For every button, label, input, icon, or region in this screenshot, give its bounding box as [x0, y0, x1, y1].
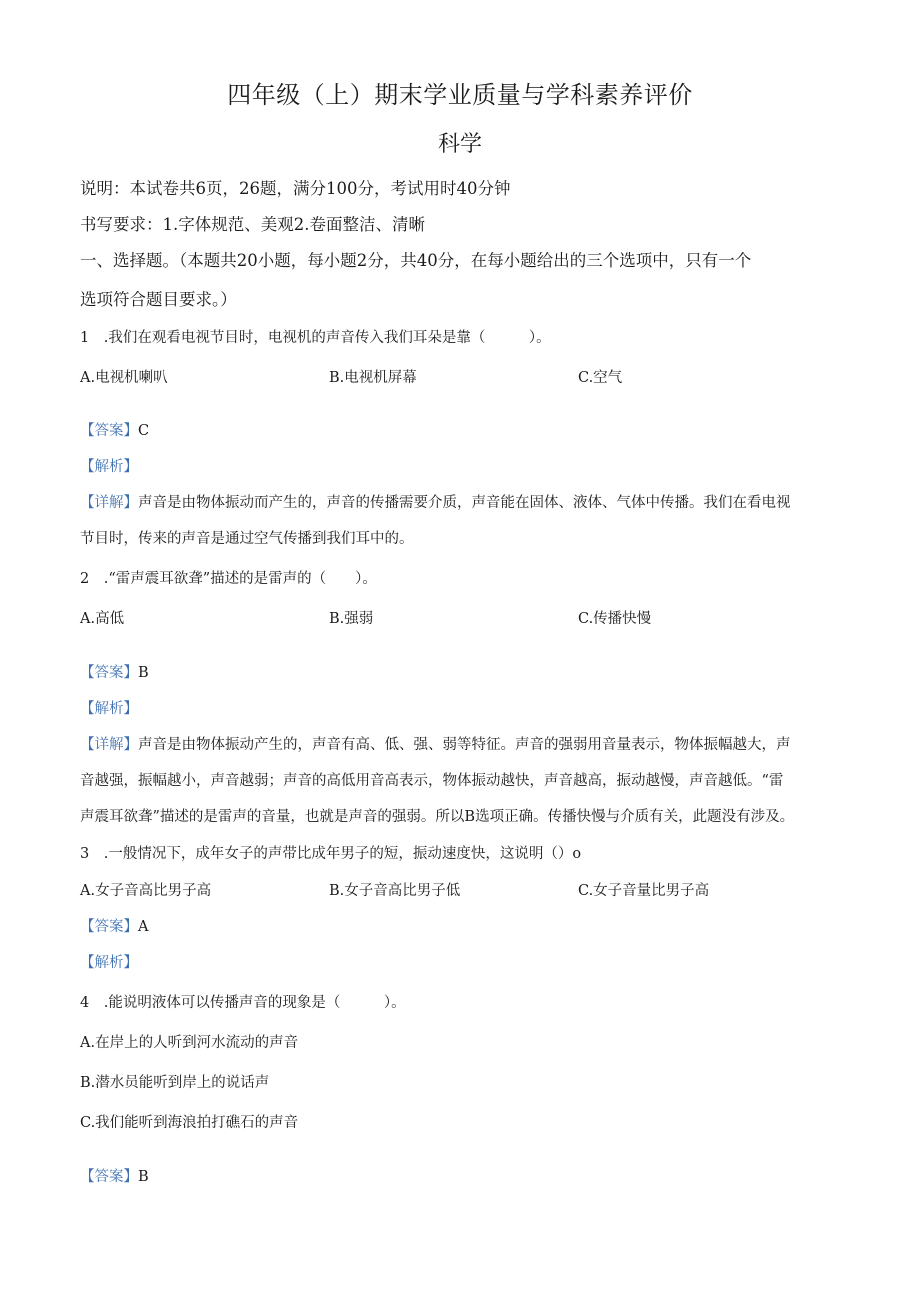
question-1-option-a: A.电视机喇叭: [80, 370, 168, 386]
exam-note: 说明：本试卷共6页，26题，满分100分，考试用时40分钟: [80, 179, 511, 198]
question-2-stem: 2 .“雷声震耳欲聋”描述的是雷声的（ ）。: [80, 571, 377, 587]
question-4-option-c: C.我们能听到海浪拍打礁石的声音: [80, 1115, 299, 1131]
answer-label: 【答案】: [80, 919, 138, 935]
question-3-option-a: A.女子音高比男子高: [80, 883, 212, 899]
question-4-option-a: A.在岸上的人听到河水流动的声音: [80, 1035, 299, 1051]
question-1-detail: [80, 491, 791, 512]
question-2-option-b: B.强弱: [329, 611, 374, 627]
question-4-stem: 4 .能说明液体可以传播声音的现象是（ ）。: [80, 995, 406, 1011]
question-4-answer: [80, 1165, 149, 1186]
answer-value: C: [138, 423, 150, 439]
detail-text: 声音是由物体振动产生的，声音有高、低、强、弱等特征。声音的强弱用音量表示，物体振幅越大，声: [138, 737, 791, 753]
question-1-answer: [80, 419, 149, 440]
answer-value: B: [138, 665, 149, 681]
page-title: 四年级（上）期末学业质量与学科素养评价: [227, 81, 693, 109]
detail-text: 声音是由物体振动而产生的，声音的传播需要介质，声音能在固体、液体、气体中传播。我们在看电视: [138, 495, 791, 511]
question-3-answer: [80, 915, 148, 936]
question-4-option-b: B.潜水员能听到岸上的说话声: [80, 1075, 270, 1091]
question-2-detail-cont: 音越强，振幅越小，声音越弱；声音的高低用音高表示，物体振动越快，声音越高，振动越慢，声音越低。“雷: [80, 773, 784, 789]
answer-label: 【答案】: [80, 1169, 138, 1185]
question-2-detail: [80, 733, 791, 754]
question-2-option-a: A.高低: [80, 611, 125, 627]
answer-label: 【答案】: [80, 423, 138, 439]
answer-value: A: [138, 919, 149, 935]
subject-title: 科学: [437, 132, 482, 157]
question-3-stem: 3 .一般情况下，成年女子的声带比成年男子的短，振动速度快，这说明（）o: [80, 846, 582, 862]
question-1-option-c: C.空气: [578, 370, 623, 386]
question-2-analysis-label: 【解析】: [80, 701, 138, 717]
question-1-analysis-label: 【解析】: [80, 459, 138, 475]
detail-label: 【详解】: [80, 495, 138, 511]
question-2-option-c: C.传播快慢: [578, 611, 652, 627]
question-1-option-b: B.电视机屏幕: [329, 370, 417, 386]
question-1-stem: 1 .我们在观看电视节目时，电视机的声音传入我们耳朵是靠（ ）。: [80, 330, 551, 346]
writing-requirements: 书写要求：1.字体规范、美观2.卷面整洁、清晰: [80, 215, 425, 234]
answer-label: 【答案】: [80, 665, 138, 681]
question-1-detail-cont: 节目时，传来的声音是通过空气传播到我们耳中的。: [80, 531, 414, 547]
section-heading-cont: 选项符合题目要求。）: [80, 290, 237, 309]
question-3-option-b: B.女子音高比男子低: [329, 883, 461, 899]
question-2-answer: [80, 661, 149, 682]
question-3-option-c: C.女子音量比男子高: [578, 883, 710, 899]
question-3-analysis-label: 【解析】: [80, 955, 138, 971]
question-2-detail-cont-2: 声震耳欲聋”描述的是雷声的音量，也就是声音的强弱。所以B选项正确。传播快慢与介质有关，此题没有涉及。: [80, 809, 795, 825]
section-heading: 一、选择题。（本题共20小题，每小题2分，共40分，在每小题给出的三个选项中，只有一个: [80, 251, 752, 270]
detail-label: 【详解】: [80, 737, 138, 753]
answer-value: B: [138, 1169, 149, 1185]
